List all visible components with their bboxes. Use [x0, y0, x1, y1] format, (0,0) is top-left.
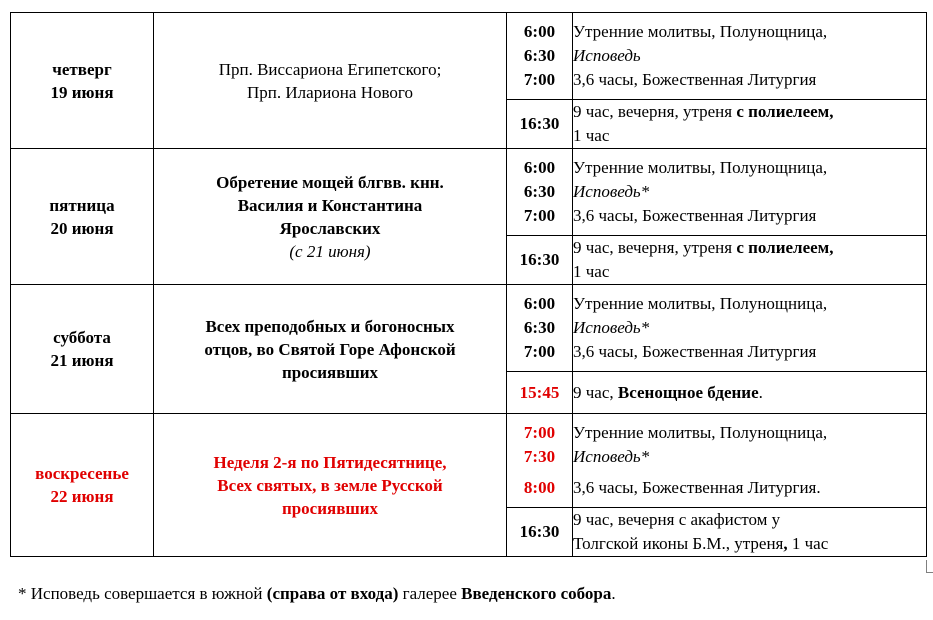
time-cell — [507, 414, 573, 508]
evening-desc-bold: с полиелеем, — [736, 238, 834, 257]
evening-desc-text: 9 час, — [573, 382, 618, 402]
evening-desc-bold: , — [783, 534, 788, 553]
evening-desc-line2 — [573, 532, 926, 556]
date-label: 21 июня — [50, 351, 114, 370]
service-desc: 3,6 часы, Божественная Литургия. — [573, 478, 821, 497]
date-label: 22 июня — [50, 487, 114, 506]
evening-desc-post: 1 час — [787, 534, 829, 553]
service-time: 6:30 — [523, 46, 556, 65]
service-desc: Исповедь* — [573, 447, 650, 466]
weekday-label: суббота — [53, 328, 111, 347]
feast-line: Обретение мощей блгвв. кнн. — [216, 172, 444, 192]
evening-desc-line — [573, 100, 926, 124]
service-time: 16:30 — [519, 522, 560, 541]
service-time: 6:30 — [523, 182, 556, 201]
evening-desc-line2: 1 час — [573, 262, 610, 281]
service-desc-cell — [573, 149, 927, 236]
footnote — [18, 584, 616, 604]
feast-cell — [154, 285, 507, 414]
service-time: 6:00 — [523, 22, 556, 41]
day-cell — [11, 285, 154, 414]
service-desc-cell — [573, 285, 927, 372]
weekday-label: воскресенье — [35, 464, 129, 483]
service-desc: Исповедь* — [573, 182, 650, 201]
feast-line: Прп. Виссариона Египетского; — [218, 59, 442, 79]
service-time: 7:00 — [523, 342, 556, 361]
weekday-label: пятница — [49, 195, 115, 215]
footnote-text: галерее — [398, 584, 462, 603]
schedule-row-morning — [11, 414, 927, 508]
service-desc: Утренние молитвы, Полунощница, — [573, 423, 828, 442]
schedule-table — [10, 12, 927, 557]
service-desc: Утренние молитвы, Полунощница, — [573, 22, 828, 41]
service-time: 6:00 — [523, 158, 556, 177]
service-desc: Исповедь* — [573, 318, 650, 337]
schedule-row-morning — [11, 13, 927, 100]
feast-line: просиявших — [281, 498, 379, 518]
evening-desc-bold: Всенощное бдение — [617, 382, 759, 402]
evening-time-cell — [507, 508, 573, 557]
service-desc: Утренние молитвы, Полунощница, — [573, 294, 828, 313]
date-label: 19 июня — [50, 82, 114, 102]
service-time: 7:00 — [523, 423, 556, 442]
service-time: 15:45 — [519, 382, 560, 402]
service-time: 7:00 — [523, 206, 556, 225]
footnote-text: * Исповедь совершается в южной — [18, 584, 267, 603]
feast-cell — [154, 13, 507, 149]
evening-desc-cell — [573, 236, 927, 285]
service-desc: 3,6 часы, Божественная Литургия — [573, 70, 817, 89]
time-cell — [507, 285, 573, 372]
evening-time-cell — [507, 372, 573, 414]
schedule-row-morning — [11, 285, 927, 372]
feast-line: Всех святых, в земле Русской — [217, 475, 443, 495]
weekday-label: четверг — [52, 59, 112, 79]
evening-desc-line2: 1 час — [573, 126, 610, 145]
service-time: 8:00 — [523, 478, 556, 497]
table-corner-marker — [926, 560, 933, 573]
feast-line: отцов, во Святой Горе Афонской — [204, 339, 456, 359]
evening-desc-cell — [573, 372, 927, 414]
day-cell — [11, 13, 154, 149]
feast-line: Василия и Константина — [237, 195, 423, 215]
evening-time-cell — [507, 236, 573, 285]
evening-time-cell — [507, 100, 573, 149]
time-cell — [507, 13, 573, 100]
footnote-text: . — [611, 584, 616, 603]
time-cell — [507, 149, 573, 236]
service-time: 6:00 — [523, 294, 556, 313]
evening-desc-bold: с полиелеем, — [736, 102, 834, 121]
evening-desc-cell — [573, 508, 927, 557]
date-label: 20 июня — [50, 218, 114, 238]
evening-desc-cell — [573, 100, 927, 149]
service-desc: 3,6 часы, Божественная Литургия — [573, 342, 817, 361]
evening-desc-text: 9 час, вечерня, утреня — [573, 102, 737, 121]
feast-note: (с 21 июня) — [289, 241, 371, 261]
evening-desc-text: 9 час, вечерня, утреня — [573, 238, 737, 257]
service-time: 16:30 — [519, 250, 560, 269]
evening-desc-line — [573, 381, 926, 405]
service-desc: Утренние молитвы, Полунощница, — [573, 158, 828, 177]
feast-line: просиявших — [281, 362, 379, 382]
service-time: 7:00 — [523, 70, 556, 89]
feast-cell — [154, 149, 507, 285]
day-cell — [11, 149, 154, 285]
schedule-row-morning — [11, 149, 927, 236]
service-time: 7:30 — [523, 447, 556, 466]
service-time: 6:30 — [523, 318, 556, 337]
service-time: 16:30 — [519, 114, 560, 133]
evening-desc-line — [573, 236, 926, 260]
service-desc-cell — [573, 13, 927, 100]
day-cell — [11, 414, 154, 557]
feast-cell — [154, 414, 507, 557]
service-desc: 3,6 часы, Божественная Литургия — [573, 206, 817, 225]
feast-line: Ярославских — [279, 218, 381, 238]
evening-desc-post: . — [758, 382, 763, 402]
feast-line: Прп. Илариона Нового — [247, 82, 413, 102]
footnote-bold-cathedral: Введенского собора — [461, 584, 612, 603]
service-desc: Исповедь — [573, 46, 641, 65]
feast-line: Всех преподобных и богоносных — [205, 316, 455, 336]
evening-desc-text: Толгской иконы Б.М., утреня — [573, 534, 784, 553]
footnote-bold-location: (справа от входа) — [266, 584, 399, 603]
feast-line: Неделя 2-я по Пятидесятнице, — [213, 452, 447, 472]
evening-desc-line: 9 час, вечерня с акафистом у — [573, 510, 781, 529]
service-desc-cell — [573, 414, 927, 508]
